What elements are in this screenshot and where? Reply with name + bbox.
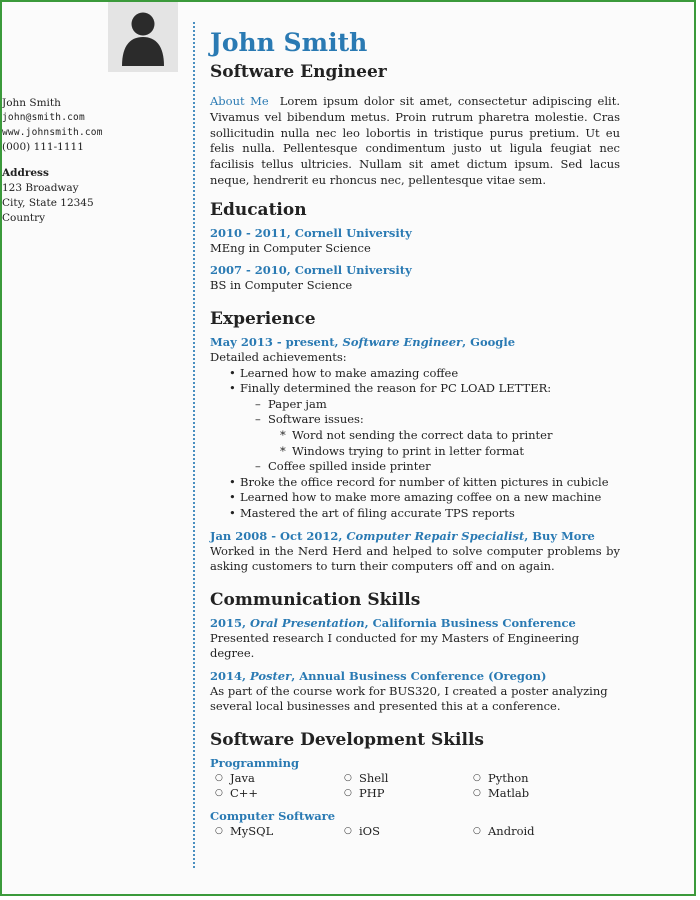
programming-skills [210, 771, 620, 802]
list-item: Broke the office record for number of kitten pictures in cubicle [240, 474, 609, 489]
address-title: Address [2, 167, 49, 180]
achievement-list [210, 366, 620, 397]
list-item: Mastered the art of filing accurate TPS reports [240, 505, 515, 520]
contact-info [2, 96, 179, 225]
achievement-list [210, 475, 620, 522]
contact-website[interactable]: www.johnsmith.com [2, 126, 103, 138]
education-entry-detail: MEng in Computer Science [210, 240, 371, 255]
sub-sub-list [210, 428, 620, 459]
education-entry-head: 2010 - 2011, Cornell University [210, 225, 412, 240]
avatar-icon [108, 2, 178, 72]
profile-photo-placeholder [108, 2, 178, 72]
job-title: Software Engineer [210, 62, 387, 82]
computer-software-skills [210, 824, 620, 839]
contact-phone: (000) 111-1111 [2, 141, 84, 154]
communication-entry-head: 2014, Poster, Annual Business Conference (Oregon) [210, 668, 547, 683]
list-item: Learned how to make more amazing coffee on a new machine [240, 490, 602, 505]
skill-item: ○ iOS [339, 824, 468, 839]
communication-entry-head: 2015, Oral Presentation, California Business Conference [210, 615, 576, 630]
skill-item: ○ Java [210, 771, 339, 786]
list-item: Coffee spilled inside printer [268, 459, 431, 474]
sub-list [210, 459, 620, 475]
skill-item: ○ Python [468, 771, 597, 786]
page-title: John Smith [210, 28, 368, 57]
about-text: Lorem ipsum dolor sit amet, consectetur adipiscing elit. Vivamus vel bibendum metus. Proin rutrum pharetra molestie. Cras sollicitudin nulla nec leo lobortis in tristique purus pretium. Ut eu felis nulla. Pellentesque condimentum justo ut ligula feugiat nec facilisis tellus ultricies. Nullam sit amet dictum ipsum. Sed lacus neque, hendrerit eu rhoncus nec, pellentesque vitae sem. [210, 94, 620, 187]
skill-item: ○ C++ [210, 786, 339, 801]
list-item: Finally determined the reason for PC LOAD LETTER: [240, 381, 552, 396]
computer-software-label: Computer Software [210, 808, 336, 823]
skill-item: ○ Matlab [468, 786, 597, 801]
education-entry-head: 2007 - 2010, Cornell University [210, 263, 412, 278]
job-entry-head: May 2013 - present, Software Engineer, Google [210, 334, 516, 349]
vertical-divider [193, 22, 195, 868]
list-item: Learned how to make amazing coffee [240, 365, 459, 380]
communication-entry-text: Presented research I conducted for my Masters of Engineering degree. [210, 630, 580, 661]
skill-item: ○ Android [468, 824, 597, 839]
about-label: About Me [210, 94, 269, 108]
software-heading: Software Development Skills [210, 730, 484, 751]
programming-label: Programming [210, 756, 300, 771]
list-item: Word not sending the correct data to printer [292, 427, 553, 442]
communication-heading: Communication Skills [210, 589, 421, 610]
contact-email[interactable]: john@smith.com [2, 111, 85, 123]
address-line: 123 Broadway [2, 181, 79, 194]
about-section [210, 94, 620, 189]
address-line: City, State 12345 [2, 196, 94, 209]
job-description: Worked in the Nerd Herd and helped to solve computer problems by asking customers to turn their computers off and on again. [210, 543, 620, 574]
job-intro: Detailed achievements: [210, 349, 347, 364]
skill-item: ○ PHP [339, 786, 468, 801]
experience-heading: Experience [210, 308, 316, 329]
job-entry-head: Jan 2008 - Oct 2012, Computer Repair Specialist, Buy More [210, 528, 595, 543]
sub-list [210, 397, 620, 428]
main-content [210, 28, 620, 839]
education-heading: Education [210, 199, 307, 220]
education-entry-detail: BS in Computer Science [210, 278, 353, 293]
list-item: Windows trying to print in letter format [292, 443, 525, 458]
list-item: Paper jam [268, 396, 327, 411]
skill-item: ○ MySQL [210, 824, 339, 839]
contact-name: John Smith [2, 97, 61, 109]
address-line: Country [2, 211, 46, 224]
communication-entry-text: As part of the course work for BUS320, I created a poster analyzing several local businesses and presented this at a conference. [210, 683, 608, 714]
list-item: Software issues: [268, 412, 364, 427]
skill-item: ○ Shell [339, 771, 468, 786]
